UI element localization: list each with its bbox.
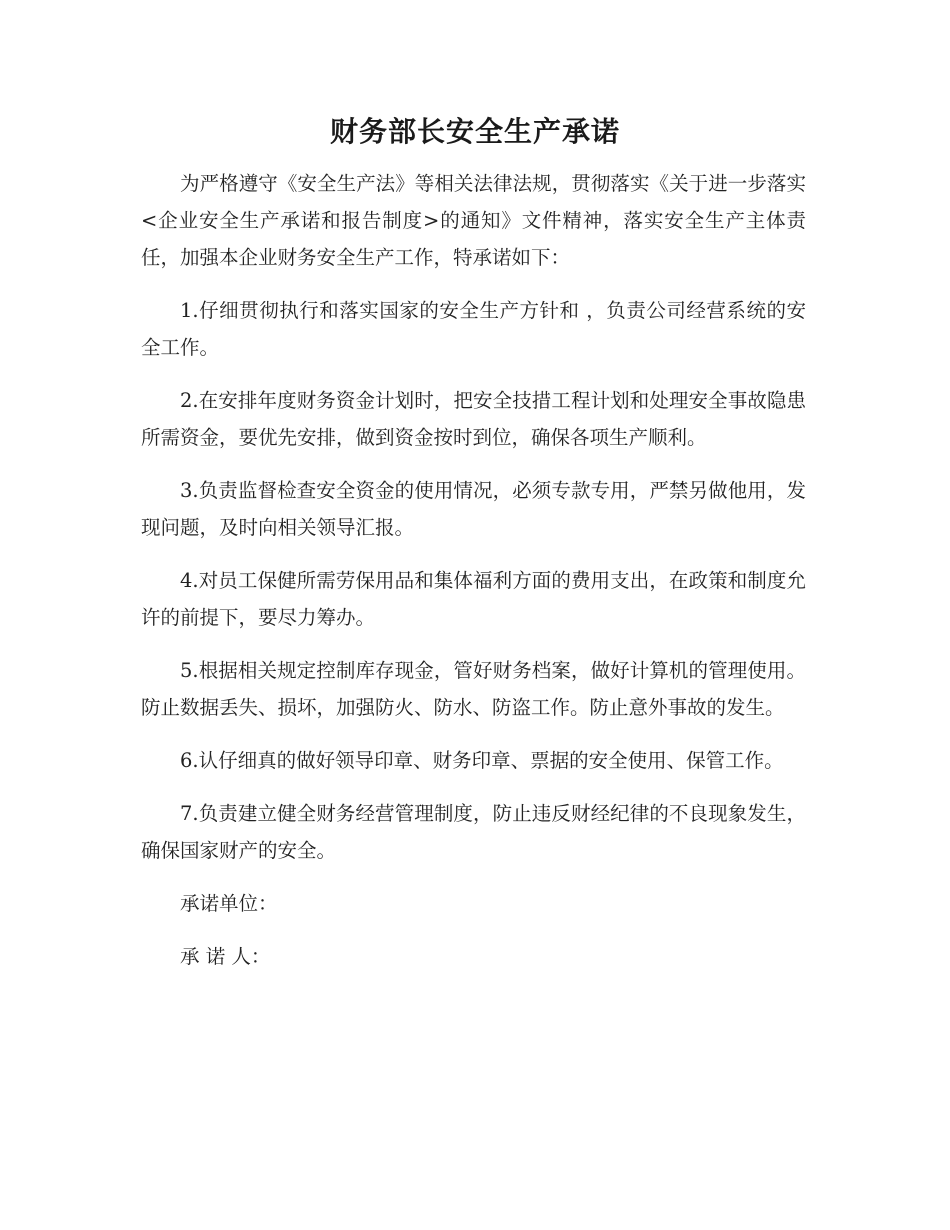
commitment-item-7: 7.负责建立健全财务经营管理制度，防止违反财经纪律的不良现象发生，确保国家财产的安全。 [141,802,806,862]
commitment-item-1: 1.仔细贯彻执行和落实国家的安全生产方针和 ，负责公司经营系统的安全工作。 [141,299,806,359]
sign-unit-label: 承诺单位： [180,892,278,915]
commitment-item-3: 3.负责监督检查安全资金的使用情况，必须专款专用，严禁另做他用，发现问题，及时向相关领导汇报。 [141,479,806,539]
document-body [141,165,806,991]
commitment-item-2: 2.在安排年度财务资金计划时，把安全技措工程计划和处理安全事故隐患所需资金，要优先安排，做到资金按时到位，确保各项生产顺利。 [141,389,806,449]
commitment-item-5: 5.根据相关规定控制库存现金，管好财务档案，做好计算机的管理使用。防止数据丢失、损坏，加强防火、防水、防盗工作。防止意外事故的发生。 [141,659,806,719]
document-title: 财务部长安全生产承诺 [329,115,620,148]
intro-paragraph: 为严格遵守《安全生产法》等相关法律法规，贯彻落实《关于进一步落实<企业安全生产承诺和报告制度>的通知》文件精神，落实安全生产主体责任，加强本企业财务安全生产工作，特承诺如下： [141,172,806,269]
sign-person-label: 承 诺 人： [180,945,271,968]
commitment-item-6: 6.认仔细真的做好领导印章、财务印章、票据的安全使用、保管工作。 [180,749,784,772]
commitment-item-4: 4.对员工保健所需劳保用品和集体福利方面的费用支出，在政策和制度允许的前提下，要尽力筹办。 [141,569,806,629]
